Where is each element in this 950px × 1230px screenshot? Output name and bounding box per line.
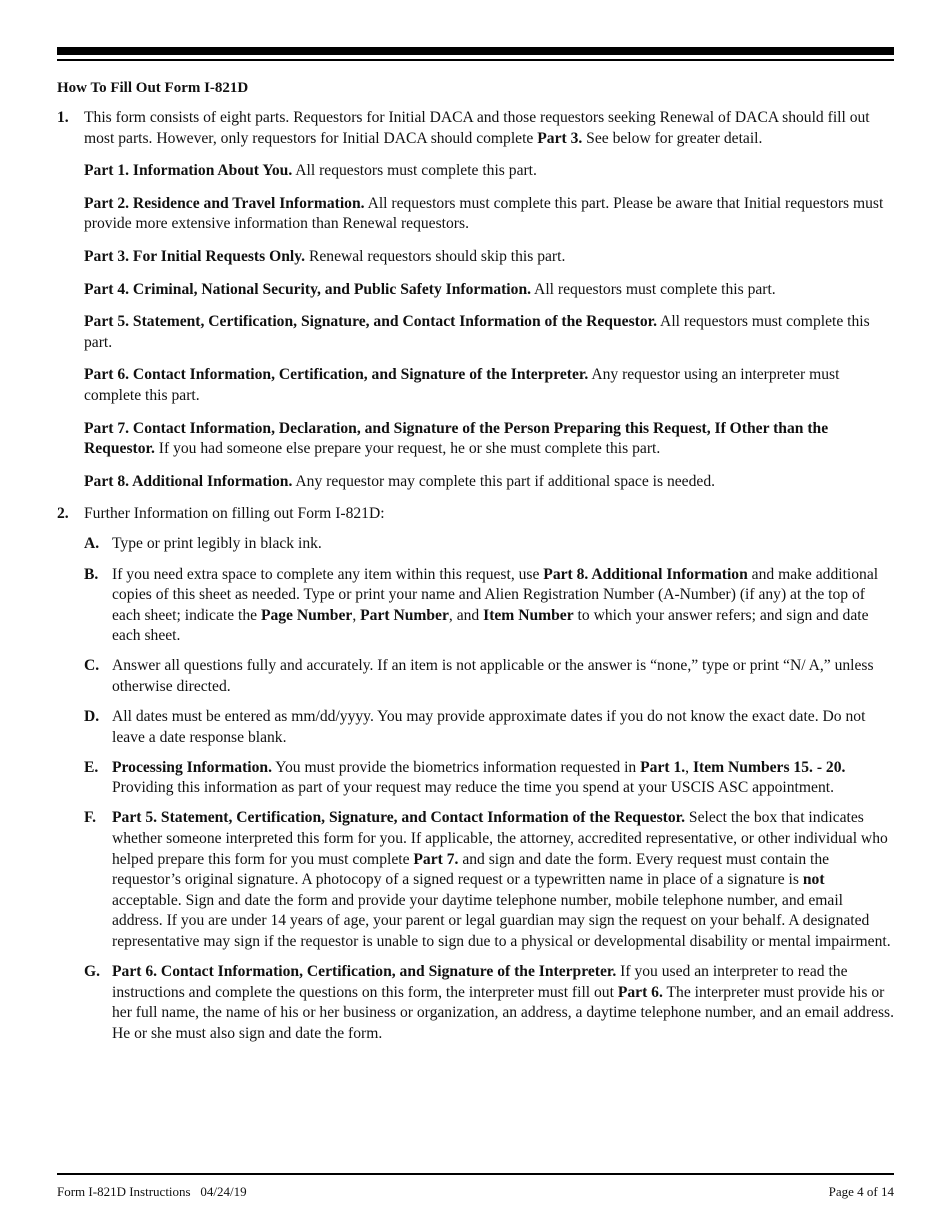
part-3-desc <box>84 247 897 268</box>
item-2-f <box>84 808 897 952</box>
part-7-text: If you had someone else prepare your request, he or she must complete this part. <box>154 440 661 458</box>
part-3-title: Part 3. For Initial Requests Only. <box>84 247 306 265</box>
part-7-title: Part 7. Contact Information, Declaration, and Signature of the Person Preparing this Request, If Other than the Requestor. <box>84 419 829 458</box>
item-2-e-b3: Item Numbers 15. - 20. <box>692 758 846 776</box>
item-2-g <box>84 962 897 1044</box>
item-2-e-t3: Providing this information as part of your request may reduce the time you spend at your USCIS ASC appointment. <box>112 779 834 797</box>
item-2-b-b3: Part Number <box>360 606 449 624</box>
item-2-g-letter: G. <box>84 963 101 981</box>
section-heading: How To Fill Out Form I-821D <box>57 80 249 96</box>
footer-page-number: Page 4 of 14 <box>828 1184 894 1199</box>
item-2-c <box>84 656 897 697</box>
part-8-desc <box>84 472 897 493</box>
item-2-f-b2: Part 7. <box>413 850 459 868</box>
footer-rule <box>57 1173 894 1175</box>
part-6-desc <box>84 365 897 406</box>
item-1-text <box>84 108 897 149</box>
part-4-desc <box>84 280 897 301</box>
part-1-text: All requestors must complete this part. <box>292 162 537 180</box>
item-2-d-text: All dates must be entered as mm/dd/yyyy. You may provide approximate dates if you do not know the exact date. Do not leave a date response blank. <box>112 708 866 746</box>
item-2-a-text: Type or print legibly in black ink. <box>112 535 322 553</box>
part-5-desc <box>84 312 897 353</box>
part-3-text: Renewal requestors should skip this part. <box>305 247 566 265</box>
item-2-a-letter: A. <box>84 535 100 553</box>
item-2-e-b2: Part 1. <box>640 758 686 776</box>
footer-form-info: Form I-821D Instructions 04/24/19 <box>57 1184 247 1199</box>
item-2-e-b1: Processing Information. <box>112 758 272 776</box>
header-rule-thin <box>57 59 894 61</box>
item-2-intro: Further Information on filling out Form I-821D: <box>84 505 385 523</box>
item-2-a <box>84 534 897 555</box>
item-2-d <box>84 707 897 748</box>
item-2-b-t2: and make additional copies of this sheet as needed. Type or print your name and Alien Registration Number (A-Number) (if any) at the top of each sheet; indicate the <box>112 565 879 624</box>
item-2-b-b2: Page Number <box>260 606 353 624</box>
part-2-title: Part 2. Residence and Travel Information. <box>84 194 365 212</box>
item-2-c-text: Answer all questions fully and accurately. If an item is not applicable or the answer is “none,” type or print “N/ A,” unless otherwise directed. <box>112 657 874 695</box>
item-2-e-t1: You must provide the biometrics information requested in <box>271 758 641 776</box>
item-2-g-b1: Part 6. Contact Information, Certification, and Signature of the Interpreter. <box>112 963 617 981</box>
part-4-text: All requestors must complete this part. <box>531 280 776 298</box>
part-5-title: Part 5. Statement, Certification, Signature, and Contact Information of the Requestor. <box>84 313 658 331</box>
part-1-desc <box>84 161 897 182</box>
item-2-f-t2: and sign and date the form. Every request must contain the requestor’s original signature. A photocopy of a signed request or a typewritten name in place of a signature is <box>112 850 830 889</box>
item-2-g-t2: The interpreter must provide his or her full name, the name of his or her business or organization, an address, a daytime telephone number, and an email address. He or she must also sign and date the form. <box>112 983 894 1042</box>
item-2-b-t5: to which your answer refers; and sign and date each sheet. <box>112 606 869 645</box>
item-2-b <box>84 565 897 647</box>
part-5-text: All requestors must complete this part. <box>84 313 870 351</box>
item-1-text-c: See below for greater detail. <box>582 129 763 147</box>
item-2-c-letter: C. <box>84 657 100 675</box>
item-2-f-letter: F. <box>84 809 96 827</box>
item-2-d-letter: D. <box>84 708 100 726</box>
item-2-f-b1: Part 5. Statement, Certification, Signature, and Contact Information of the Requestor. <box>112 809 686 827</box>
part-4-title: Part 4. Criminal, National Security, and Public Safety Information. <box>84 280 532 298</box>
part-7-desc <box>84 419 897 460</box>
item-2-b-b1: Part 8. Additional Information <box>543 565 748 583</box>
item-2-f-b3: not <box>802 871 825 889</box>
part-6-title: Part 6. Contact Information, Certification, and Signature of the Interpreter. <box>84 366 589 384</box>
item-2-b-t4: , and <box>448 606 484 624</box>
header-rule-thick <box>57 47 894 55</box>
part-8-title: Part 8. Additional Information. <box>84 472 293 490</box>
item-1-number: 1. <box>57 109 69 126</box>
item-2-g-t1: If you used an interpreter to read the instructions and complete the questions on this form, the interpreter must fill out <box>112 963 848 1001</box>
item-2-b-letter: B. <box>84 565 99 583</box>
item-2-e <box>84 758 897 799</box>
item-2-g-b2: Part 6. <box>617 983 663 1001</box>
item-2-e-t2: , <box>685 758 693 776</box>
item-2-f-t3: acceptable. Sign and date the form and provide your daytime telephone number, mobile telephone number, and email address. If you are under 14 years of age, your parent or legal guardian may sign the request on your behalf. A designated representative may sign if the requestor is unable to sign due to a physical or developmental disability or mental impairment. <box>112 891 891 950</box>
part-2-desc <box>84 194 897 235</box>
item-2-e-letter: E. <box>84 758 99 776</box>
item-1-text-b: Part 3. <box>537 129 583 147</box>
item-1 <box>57 108 897 492</box>
part-1-title: Part 1. Information About You. <box>84 162 293 180</box>
item-2-number: 2. <box>57 505 69 523</box>
item-2 <box>57 504 897 1044</box>
item-2-b-t1: If you need extra space to complete any item within this request, use <box>112 565 544 583</box>
item-2-f-t1: Select the box that indicates whether someone interpreted this form for you. If applicable, the attorney, accredited representative, or other individual who helped prepare this form for you must complete <box>112 809 888 868</box>
item-2-b-b4: Item Number <box>483 606 574 624</box>
part-2-text: All requestors must complete this part. Please be aware that Initial requestors must provide more extensive information than Renewal requestors. <box>84 194 884 233</box>
item-2-b-t3: , <box>352 606 361 624</box>
part-6-text: Any requestor using an interpreter must complete this part. <box>84 366 840 404</box>
part-8-text: Any requestor may complete this part if additional space is needed. <box>292 472 716 490</box>
item-1-text-a: This form consists of eight parts. Requestors for Initial DACA and those requestors seeking Renewal of DACA should fill out most parts. However, only requestors for Initial DACA should complete <box>84 109 870 147</box>
instructions-body <box>57 108 897 1056</box>
